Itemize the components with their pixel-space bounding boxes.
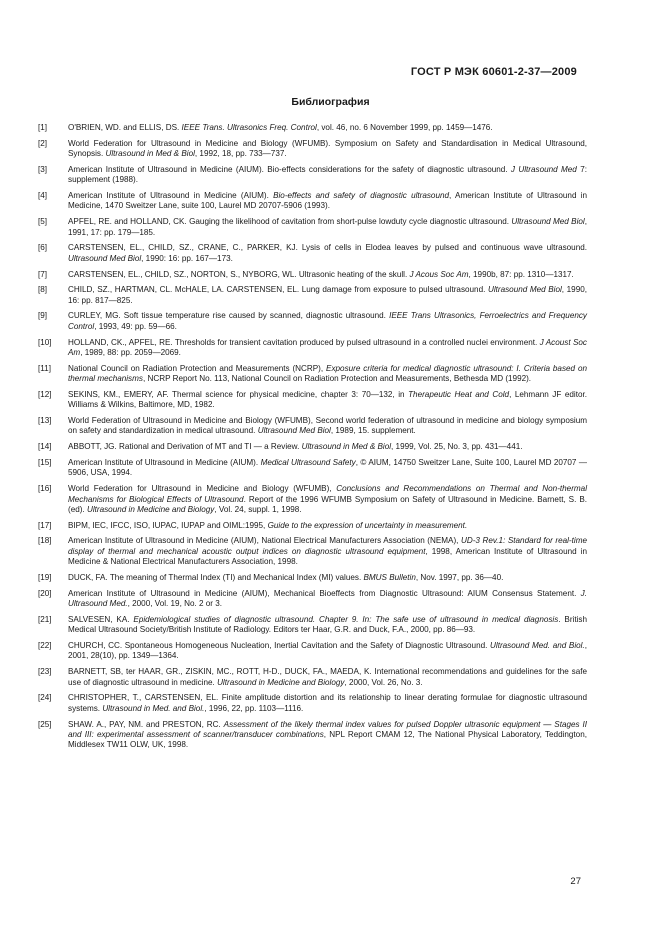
entry-number: [1]	[38, 123, 48, 132]
entry-text-segment: , 1993, 49: pp. 59—66.	[94, 321, 177, 331]
entry-text-segment: , Lehmann JF editor. Williams & Wilkins, Baltimore, MD, 1982.	[68, 389, 588, 410]
bibliography-entry	[38, 139, 587, 160]
entry-text-segment: World Federation for Ultrasound in Medicine and Biology (WFUMB),	[68, 484, 337, 494]
page-number: 27	[570, 876, 581, 887]
entry-number: [9]	[38, 311, 48, 321]
entry-text	[68, 416, 587, 437]
entry-text	[68, 693, 587, 714]
entry-text-segment: . British Medical Ultrasound Society/British Institute of Radiology. Editors ter Haar, G.R. and Duck, F.A., 2000, pp. 86—93.	[68, 614, 587, 635]
entry-text	[68, 390, 587, 411]
entry-text-italic: Ultrasound Med Biol	[68, 253, 142, 263]
entry-text-segment: , 1990, 16: pp. 817—825.	[68, 285, 587, 305]
entry-number: [5]	[38, 217, 48, 227]
entry-text	[68, 484, 587, 515]
entry-number: [14]	[38, 442, 52, 452]
bibliography-entry	[38, 641, 587, 662]
bibliography-entry	[38, 521, 587, 531]
entry-text-segment: 7: supplement (1988).	[68, 164, 587, 185]
entry-text	[68, 536, 587, 567]
entry-text-segment: CHRISTOPHER, T., CARSTENSEN, EL. Finite amplitude distortion and its relationship to linear derating formulae for diagnostic ultrasound systems.	[68, 693, 587, 713]
bibliography-entry	[38, 458, 587, 479]
entry-text	[68, 123, 587, 133]
bibliography-entry	[38, 364, 587, 385]
entry-text-segment: CHILD, SZ., HARTMAN, CL. McHALE, LA. CARSTENSEN, EL. Lung damage from exposure to pulsed ultrasound.	[68, 285, 488, 295]
entry-text-italic: Ultrasound Med Biol	[511, 217, 585, 227]
bibliography-entry	[38, 217, 587, 238]
bibliography-entry	[38, 191, 587, 212]
bibliography-entry	[38, 615, 587, 636]
entry-text-segment: , 1989, 15. supplement.	[330, 426, 416, 436]
entry-text-italic: Exposure criteria for medical diagnostic ultrasound: I. Criteria based on thermal mechanisms	[68, 363, 587, 384]
entry-text	[68, 573, 587, 583]
entry-text-segment: National Council on Radiation Protection and Measurements (NCRP),	[68, 363, 327, 373]
entry-text-italic: Guide to the expression of uncertainty in measurement.	[267, 520, 468, 530]
entry-number: [11]	[38, 363, 51, 373]
entry-text-segment: , 1999, Vol. 25, No. 3, pp. 431—441.	[391, 442, 523, 452]
entry-text	[68, 521, 587, 531]
entry-text	[68, 285, 587, 306]
bibliography-entry	[38, 416, 587, 437]
entry-text	[68, 442, 587, 452]
entry-text-segment: American Institute of Ultrasound in Medicine (AIUM).	[68, 457, 261, 467]
entry-text-segment: CARSTENSEN, EL., CHILD, SZ., CRANE, C., PARKER, KJ. Lysis of cells in Elodea leaves by pulsed and continuous wave ultrasound.	[68, 243, 587, 253]
entry-text-segment: SHAW. A., PAY, NM. and PRESTON, RC.	[68, 719, 224, 729]
entry-text-italic: Medical Ultrasound Safety	[260, 457, 356, 467]
entry-text-segment: HOLLAND, CK., APFEL, RE. Thresholds for transient cavitation produced by pulsed ultrasound in a controlled nuclei environment.	[68, 337, 540, 347]
bibliography-entry	[38, 165, 587, 186]
entry-text-italic: Ultrasound in Med & Biol	[301, 442, 392, 452]
entry-number: [16]	[38, 484, 52, 494]
bibliography-entry	[38, 484, 587, 515]
bibliography-entry	[38, 667, 587, 688]
bibliography-entry	[38, 720, 587, 751]
entry-text-segment: , 1989, 88: pp. 2059—2069.	[80, 348, 181, 357]
entry-number: [10]	[38, 337, 52, 347]
entry-text-segment: CARSTENSEN, EL., CHILD, SZ., NORTON, S., NYBORG, WL. Ultrasonic heating of the skull.	[68, 269, 410, 279]
entry-text-segment: American Institute of Ultrasound in Medicine (AIUM). Bio-effects considerations for the safety of diagnostic ultrasound.	[68, 164, 511, 174]
entry-text-italic: Ultrasound Med. and Biol.	[490, 641, 585, 651]
entry-text	[68, 270, 587, 280]
bibliography-entry	[38, 311, 587, 332]
entry-text-italic: J Acous Soc Am	[409, 269, 469, 279]
bibliography-list	[38, 123, 587, 756]
entry-text	[68, 589, 587, 610]
entry-text-segment: , American Institute of Ultrasound in Medicine, 1470 Sweitzer Lane, suite 100, Laurel MD 20707-5906 (1993).	[68, 191, 587, 211]
entry-text-segment: CHURCH, CC. Spontaneous Homogeneous Nucleation, Inertial Cavitation and the Safety of Diagnostic Ultrasound.	[68, 641, 491, 651]
bibliography-entry	[38, 536, 587, 567]
entry-text-segment: . Report of the 1996 WFUMB Symposium on Safety of Ultrasound in Medicine. Barnett, S. B. (ed).	[68, 494, 587, 514]
entry-text-segment: World Federation for Ultrasound in Medicine and Biology (WFUMB). Symposium on Safety and Standardisation in Medical Ultrasound, Synopsis.	[68, 138, 587, 159]
bibliography-entry	[38, 285, 587, 306]
entry-text-segment: , 1990b, 87: pp. 1310—1317.	[468, 269, 574, 279]
bibliography-entry	[38, 693, 587, 714]
entry-text-segment: , 2000, Vol. 19, No. 2 or 3.	[127, 599, 223, 609]
entry-text-italic: Bio-effects and safety of diagnostic ultrasound	[273, 191, 450, 201]
entry-text-segment: BARNETT, SB, ter HAAR, GR., ZISKIN, MC., ROTT, H-D., DUCK, FA., MAEDA, K. International recommendations and guidelines for the safe use of diagnostic ultrasound in medicine.	[68, 667, 587, 687]
entry-text-segment: , Vol. 24, suppl. 1, 1998.	[214, 504, 302, 514]
entry-text	[68, 139, 587, 160]
entry-text	[68, 667, 587, 688]
entry-text-segment: O'BRIEN, WD. and ELLIS, DS.	[68, 123, 182, 132]
entry-text-segment: , NCRP Report No. 113, National Council on Radiation Protection and Measurements, Bethesda MD (1992).	[142, 374, 532, 384]
entry-text-italic: Conclusions and Recommendations on Thermal and Non-thermal Mechanisms for Biological Effects of Ultrasound	[68, 484, 588, 504]
entry-number: [4]	[38, 191, 48, 201]
entry-text-italic: UD-3 Rev.1: Standard for real-time display of thermal and mechanical acoustic output indices on diagnostic ultrasound equipment	[68, 536, 587, 556]
entry-text	[68, 243, 587, 264]
entry-text	[68, 191, 587, 212]
entry-number: [19]	[38, 573, 52, 582]
entry-text-segment: BIPM, IEC, IFCC, ISO, IUPAC, IUPAP and OIML:1995,	[68, 520, 268, 530]
entry-text-segment: American Institute of Ultrasound in Medicine (AIUM), Mechanical Bioeffects from Diagnostic Ultrasound: AIUM Consensus Statement.	[68, 588, 581, 598]
entry-text-italic: Ultrasound in Med. and Biol.	[102, 703, 205, 713]
entry-number: [24]	[38, 693, 52, 703]
entry-number: [3]	[38, 164, 48, 174]
page-title: Библиография	[291, 96, 370, 108]
entry-text-italic: Ultrasound Med Biol	[487, 285, 562, 295]
entry-text-segment: , NPL Report CMAM 12, The National Physical Laboratory, Teddington, Middlesex TW11 OLW, UK, 1998.	[68, 729, 587, 750]
entry-text	[68, 165, 587, 186]
entry-number: [8]	[38, 285, 48, 295]
entry-number: [22]	[38, 641, 52, 651]
entry-text-segment: , © AIUM, 14750 Sweitzer Lane, Suite 100, Laurel MD 20707 — 5906, USA, 1994.	[68, 457, 587, 478]
entry-text-segment: CURLEY, MG. Soft tissue temperature rise caused by scanned, diagnostic ultrasound.	[68, 311, 390, 321]
entry-text-italic: IEEE Trans Ultrasonics, Ferroelectrics and Frequency Control	[68, 311, 587, 331]
bibliography-entry	[38, 442, 587, 452]
entry-text-segment: DUCK, FA. The meaning of Thermal Index (TI) and Mechanical Index (MI) values.	[68, 573, 364, 582]
entry-text	[68, 338, 587, 359]
entry-text-italic: J Acoust Soc Am	[68, 337, 587, 357]
entry-text-segment: , 2000, Vol. 26, No. 3.	[344, 677, 423, 687]
entry-text-italic: J Ultrasound Med	[510, 164, 577, 174]
entry-text-segment: , 1990: 16: pp. 167—173.	[141, 253, 233, 263]
entry-text-italic: Ultrasound in Medicine and Biology	[86, 504, 215, 514]
entry-number: [15]	[38, 457, 52, 467]
entry-text-italic: Epidemiological studies of diagnostic ultrasound. Chapter 9. In: The safe use of ultrasound in medical diagnosis	[133, 614, 559, 624]
entry-text-segment: APFEL, RE. and HOLLAND, CK. Gauging the likelihood of cavitation from short-pulse lowduty cycle diagnostic ultrasound.	[68, 217, 512, 227]
entry-text-italic: Ultrasound Med Biol	[257, 426, 331, 436]
entry-text-segment: World Federation of Ultrasound in Medicine and Biology (WFUMB), Second world federation of ultrasound in medicine and biology symposium on safety and standardization in medical ultrasound.	[68, 416, 587, 436]
entry-text-segment: SALVESEN, KA.	[68, 614, 134, 624]
bibliography-entry	[38, 390, 587, 411]
bibliography-entry	[38, 243, 587, 264]
entry-number: [23]	[38, 667, 52, 677]
bibliography-entry	[38, 270, 587, 280]
entry-text-italic: Therapeutic Heat and Cold	[408, 389, 510, 399]
entry-text-segment: SEKINS, KM., EMERY, AF. Thermal science for physical medicine, chapter 3: 70—132, in	[68, 389, 409, 399]
entry-number: [12]	[38, 389, 52, 399]
entry-text	[68, 615, 587, 636]
bibliography-entry	[38, 338, 587, 359]
entry-number: [21]	[38, 614, 52, 624]
entry-number: [6]	[38, 243, 48, 253]
entry-text	[68, 311, 587, 332]
bibliography-entry	[38, 589, 587, 610]
document-header: ГОСТ Р МЭК 60601-2-37—2009	[410, 66, 577, 78]
entry-number: [2]	[38, 138, 48, 148]
entry-text-italic: J. Ultrasound Med.	[68, 588, 587, 609]
entry-number: [17]	[38, 520, 52, 530]
entry-number: [18]	[38, 536, 52, 546]
entry-text-segment: , 1992, 18, pp. 733—737.	[194, 149, 287, 159]
entry-text-segment: American Institute of Ultrasound in Medicine (AIUM), National Electrical Manufacturers Association (NEMA),	[68, 536, 461, 546]
entry-text-italic: Assessment of the likely thermal index values for pulsed Doppler ultrasonic equipment — Stages II and III: experimental assessment of scanner/transducer combinations	[68, 719, 587, 739]
entry-number: [25]	[38, 719, 52, 729]
entry-text-segment: , Nov. 1997, pp. 36—40.	[415, 573, 504, 582]
entry-text-italic: BMUS Bulletin	[363, 573, 416, 582]
entry-number: [7]	[38, 269, 48, 279]
entry-text-italic: IEEE Trans. Ultrasonics Freq. Control	[181, 123, 317, 132]
entry-text-segment: , 1996, 22, pp. 1103—1116.	[204, 703, 304, 713]
entry-number: [20]	[38, 588, 52, 598]
entry-text-segment: American Institute of Ultrasound in Medicine (AIUM).	[68, 191, 274, 201]
entry-text-segment: , 2001, 28(10), pp. 1349—1364.	[68, 641, 587, 661]
entry-text-italic: Ultrasound in Medicine and Biology	[217, 677, 345, 687]
entry-text	[68, 641, 587, 662]
entry-text	[68, 364, 587, 385]
entry-text-segment: , vol. 46, no. 6 November 1999, pp. 1459—1476.	[316, 123, 493, 132]
bibliography-entry	[38, 123, 587, 133]
entry-text	[68, 720, 587, 751]
entry-text-segment: , 1991, 17: pp. 179—185.	[68, 217, 587, 237]
entry-text-segment: ABBOTT, JG. Rational and Derivation of MT and TI — a Review.	[68, 442, 302, 452]
entry-text-italic: Ultrasound in Med & Biol	[105, 149, 195, 159]
entry-text	[68, 458, 587, 479]
entry-text	[68, 217, 587, 238]
entry-text-segment: , 1998, American Institute of Ultrasound in Medicine & National Electrical Manufacturers Association, 1998.	[68, 546, 587, 567]
entry-number: [13]	[38, 416, 52, 426]
bibliography-entry	[38, 573, 587, 583]
